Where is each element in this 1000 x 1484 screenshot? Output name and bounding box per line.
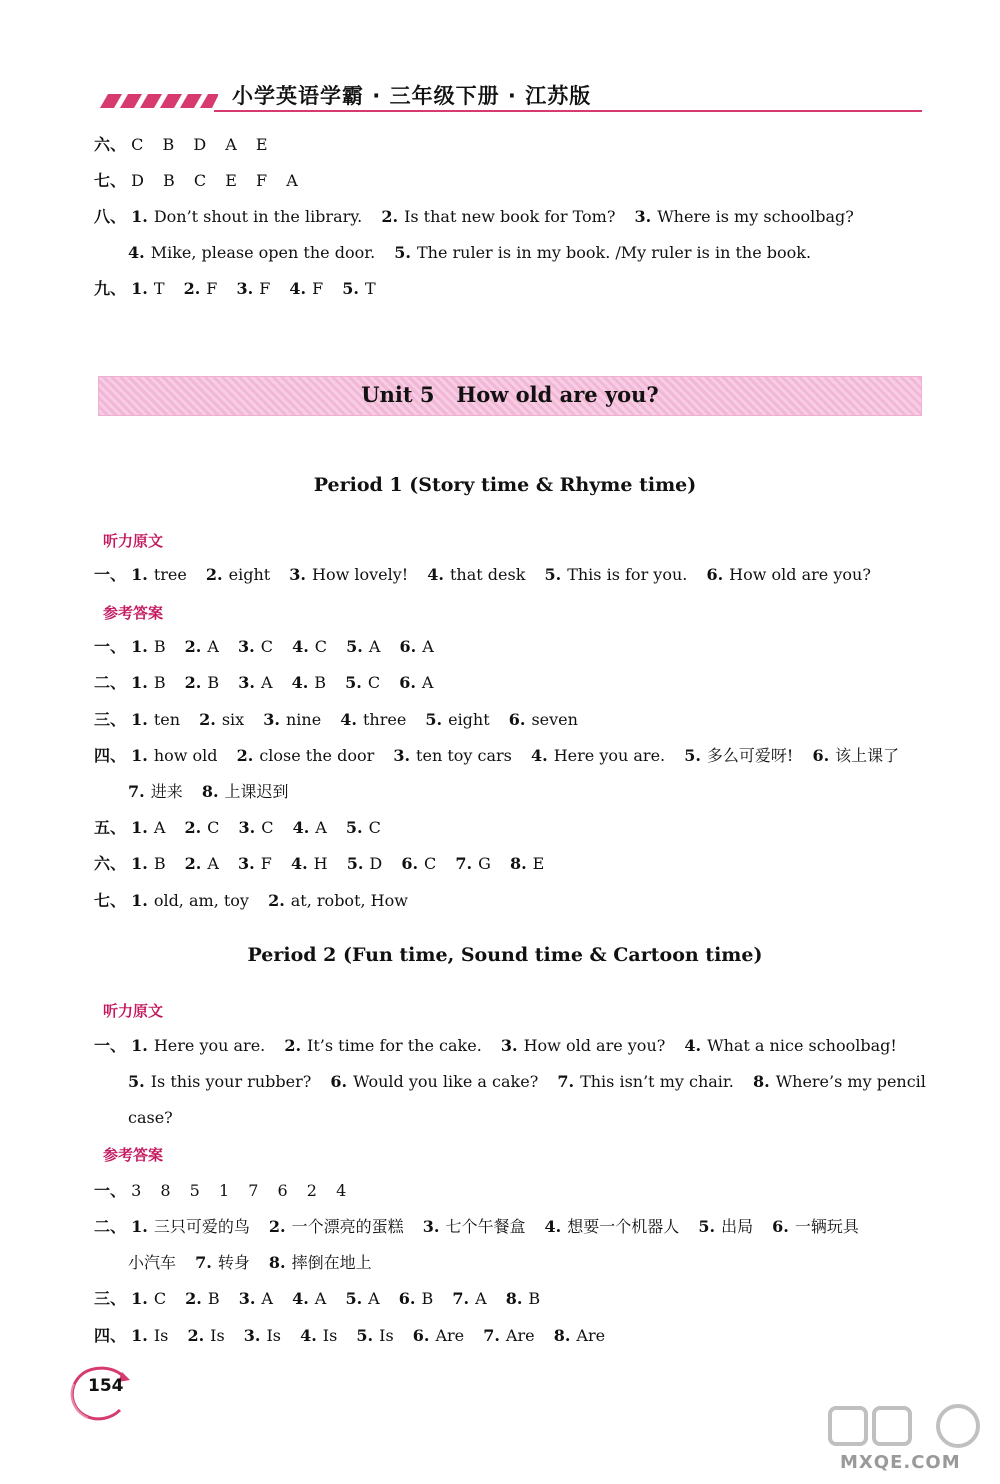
answer-line-p1-3: 三、 1. ten 2. six 3. nine 4. three 5. eight 6. seven bbox=[94, 710, 578, 729]
answer-line-ba-1: 八、 1. Don’t shout in the library. 2. Is that new book for Tom? 3. Where is my schoolbag? bbox=[94, 207, 854, 226]
answer-line-p1-4a: 四、 1. how old 2. close the door 3. ten toy cars 4. Here you are. 5. 多么可爱呀! 6. 该上课了 bbox=[94, 746, 900, 765]
listening-line-p1: 一、 1. tree 2. eight 3. How lovely! 4. that desk 5. This is for you. 6. How old are you? bbox=[94, 565, 871, 584]
answer-line-p1-1: 一、 1. B 2. A 3. C 4. C 5. A 6. A bbox=[94, 637, 434, 656]
watermark-text: MXQE.COM bbox=[840, 1452, 961, 1473]
header-title: 小学英语学霸 · 三年级下册 · 江苏版 bbox=[232, 84, 592, 108]
listening-line-p2-2: 5. Is this your rubber? 6. Would you like a cake? 7. This isn’t my chair. 8. Where’s my pencil bbox=[128, 1072, 926, 1091]
answer-line-liu: 六、 C B D A E bbox=[94, 135, 268, 154]
answer-line-p2-1: 一、 3 8 5 1 7 6 2 4 bbox=[94, 1181, 347, 1200]
listening-line-p2-3: case? bbox=[128, 1108, 173, 1127]
header-stripes-decoration bbox=[100, 94, 218, 108]
unit-banner bbox=[98, 376, 922, 416]
answer-line-qi: 七、 D B C E F A bbox=[94, 171, 298, 190]
answer-line-p1-4b: 7. 进来 8. 上课迟到 bbox=[128, 782, 289, 801]
answer-line-p2-3: 三、 1. C 2. B 3. A 4. A 5. A 6. B 7. A 8. B bbox=[94, 1289, 541, 1308]
answer-line-p2-2a: 二、 1. 三只可爱的鸟 2. 一个漂亮的蛋糕 3. 七个午餐盒 4. 想要一个机器人 5. 出局 6. 一辆玩具 bbox=[94, 1217, 859, 1236]
unit-title: Unit 5 How old are you? bbox=[361, 382, 659, 407]
answers-label-p1: 参考答案 bbox=[103, 604, 164, 622]
answer-line-p1-2: 二、 1. B 2. B 3. A 4. B 5. C 6. A bbox=[94, 673, 434, 692]
answer-line-p1-5: 五、 1. A 2. C 3. C 4. A 5. C bbox=[94, 818, 381, 837]
answer-line-ba-2: 4. Mike, please open the door. 5. The ruler is in my book. /My ruler is in the book. bbox=[128, 243, 812, 262]
answer-line-p2-4: 四、 1. Is 2. Is 3. Is 4. Is 5. Is 6. Are 7. Are 8. Are bbox=[94, 1326, 606, 1345]
answer-line-p1-7: 七、 1. old, am, toy 2. at, robot, How bbox=[94, 891, 408, 910]
page-header bbox=[96, 78, 922, 118]
listening-label-p2: 听力原文 bbox=[103, 1002, 164, 1020]
listening-label-p1: 听力原文 bbox=[103, 532, 164, 550]
answer-line-p2-2b: 小汽车 7. 转身 8. 摔倒在地上 bbox=[128, 1253, 372, 1272]
period-2-title: Period 2 (Fun time, Sound time & Cartoon time) bbox=[247, 944, 763, 966]
answers-label-p2: 参考答案 bbox=[103, 1146, 164, 1164]
header-rule bbox=[214, 110, 922, 112]
period-1-title: Period 1 (Story time & Rhyme time) bbox=[313, 474, 697, 496]
listening-line-p2-1: 一、 1. Here you are. 2. It’s time for the cake. 3. How old are you? 4. What a nice schoolbag! bbox=[94, 1036, 897, 1055]
answer-line-p1-6: 六、 1. B 2. A 3. F 4. H 5. D 6. C 7. G 8. E bbox=[94, 854, 545, 873]
page-number: 154 bbox=[88, 1376, 124, 1396]
answer-line-jiu: 九、 1. T 2. F 3. F 4. F 5. T bbox=[94, 279, 376, 298]
